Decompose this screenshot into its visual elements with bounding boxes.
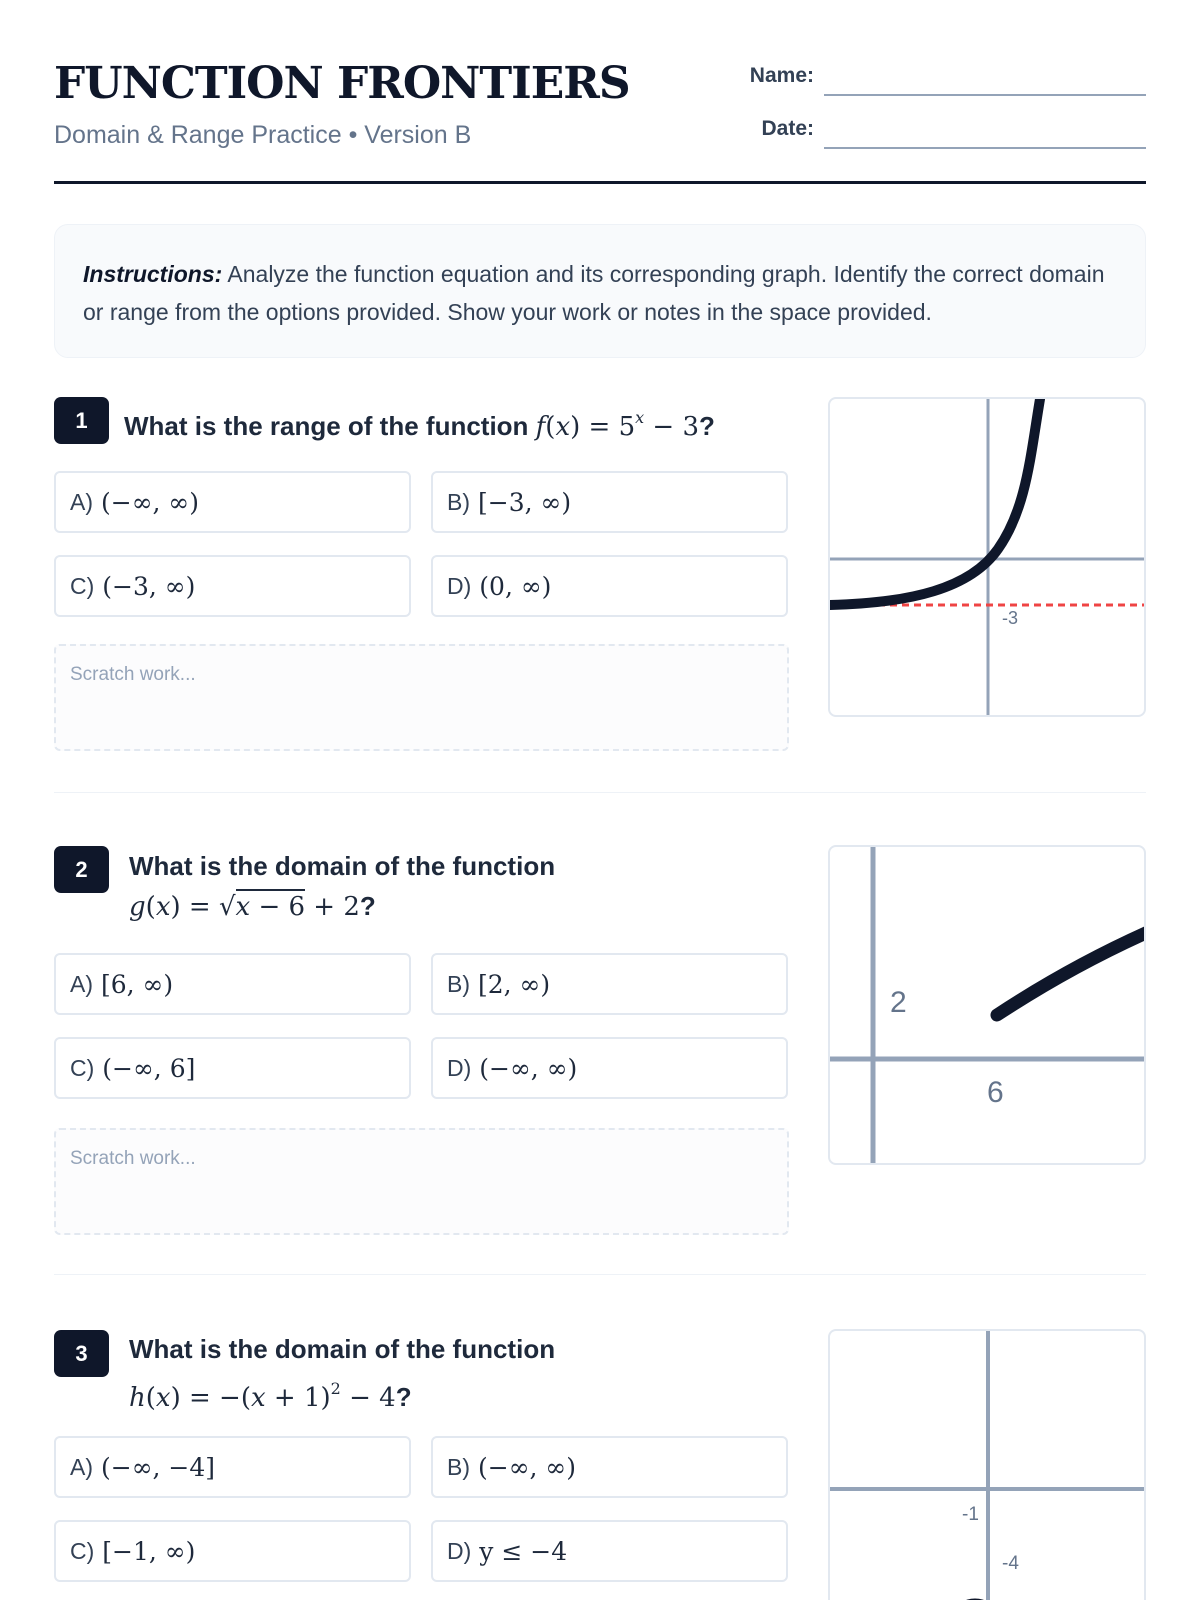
option-letter: C) bbox=[70, 572, 95, 599]
q2-option-b[interactable] bbox=[431, 953, 788, 1015]
question-1-prompt: What is the range of the function $f(x) = 5^x - 3$? bbox=[124, 408, 715, 442]
q1-option-c[interactable] bbox=[54, 555, 411, 617]
exponential-curve bbox=[830, 399, 1040, 605]
q3-option-c[interactable] bbox=[54, 1520, 411, 1582]
q3-graph bbox=[828, 1329, 1146, 1600]
q3-option-a[interactable] bbox=[54, 1436, 411, 1498]
option-value: (−∞, 6] bbox=[102, 1053, 196, 1083]
question-number-3: 3 bbox=[54, 1330, 109, 1377]
option-letter: B) bbox=[447, 488, 470, 515]
instructions-text: Analyze the function equation and its corresponding graph. Identify the correct domain or range from the options provided. Show your work or notes in the space provided. bbox=[83, 261, 1105, 325]
option-value: (−∞, ∞) bbox=[101, 487, 199, 517]
asymptote-label: -3 bbox=[1002, 608, 1019, 628]
q2-scratch-area[interactable]: Scratch work... bbox=[54, 1128, 789, 1235]
q1-scratch-area[interactable]: Scratch work... bbox=[54, 644, 789, 751]
option-value: (−∞, −4] bbox=[101, 1452, 216, 1482]
q2-option-c[interactable] bbox=[54, 1037, 411, 1099]
option-value: (−∞, ∞) bbox=[478, 1452, 576, 1482]
x-label: -1 bbox=[962, 1504, 979, 1525]
q3-option-d[interactable] bbox=[431, 1520, 788, 1582]
option-value: (−3, ∞) bbox=[102, 571, 196, 601]
q1-graph bbox=[828, 397, 1146, 717]
instructions-box bbox=[54, 224, 1146, 358]
date-field[interactable] bbox=[824, 147, 1146, 149]
option-letter: B) bbox=[447, 970, 470, 997]
option-letter: C) bbox=[70, 1537, 95, 1564]
question-3-text: What is the domain of the function bbox=[129, 1334, 556, 1364]
instructions-lead: Instructions: bbox=[83, 261, 223, 287]
q3-option-b[interactable] bbox=[431, 1436, 788, 1498]
option-letter: A) bbox=[70, 1453, 93, 1480]
option-value: y ≤ −4 bbox=[479, 1536, 568, 1566]
option-letter: D) bbox=[447, 572, 472, 599]
worksheet-header bbox=[54, 0, 1146, 184]
question-1-equation: $f(x) = 5^x - 3$ bbox=[535, 408, 700, 442]
q2-option-d[interactable] bbox=[431, 1037, 788, 1099]
y-label: -4 bbox=[1002, 1553, 1019, 1574]
name-field[interactable] bbox=[824, 94, 1146, 96]
date-label: Date: bbox=[761, 117, 814, 140]
question-number-1: 1 bbox=[54, 397, 109, 444]
section-divider bbox=[54, 1274, 1146, 1275]
question-number-2: 2 bbox=[54, 846, 109, 893]
question-2-prompt: What is the domain of the function g(x) = √x − 6 + 2? bbox=[129, 851, 556, 922]
page-subtitle: Domain & Range Practice • Version B bbox=[54, 121, 472, 149]
option-letter: D) bbox=[447, 1537, 472, 1564]
section-divider bbox=[54, 792, 1146, 793]
sqrt-curve bbox=[997, 932, 1146, 1015]
question-3-prompt: What is the domain of the function $h(x) = -(x + 1)^2 - 4$? bbox=[129, 1334, 556, 1413]
option-value: (0, ∞) bbox=[479, 571, 552, 601]
option-value: [−3, ∞) bbox=[478, 487, 572, 517]
option-letter: A) bbox=[70, 970, 93, 997]
y-label: 2 bbox=[890, 986, 907, 1019]
option-letter: C) bbox=[70, 1054, 95, 1081]
question-3-equation: $h(x) = -(x + 1)^2 - 4$ bbox=[129, 1379, 396, 1413]
q1-option-d[interactable] bbox=[431, 555, 788, 617]
option-letter: D) bbox=[447, 1054, 472, 1081]
x-label: 6 bbox=[987, 1076, 1004, 1109]
q1-option-a[interactable] bbox=[54, 471, 411, 533]
option-letter: B) bbox=[447, 1453, 470, 1480]
page-title: FUNCTION FRONTIERS bbox=[54, 58, 630, 109]
question-2-text: What is the domain of the function bbox=[129, 851, 556, 881]
question-2-equation: g(x) = √x − 6 + 2 bbox=[129, 889, 360, 922]
question-1-text: What is the range of the function bbox=[124, 411, 529, 441]
q2-option-a[interactable] bbox=[54, 953, 411, 1015]
option-letter: A) bbox=[70, 488, 93, 515]
name-label: Name: bbox=[749, 64, 814, 87]
option-value: [6, ∞) bbox=[101, 969, 174, 999]
q2-graph bbox=[828, 845, 1146, 1165]
option-value: [2, ∞) bbox=[478, 969, 551, 999]
q1-option-b[interactable] bbox=[431, 471, 788, 533]
option-value: (−∞, ∞) bbox=[479, 1053, 578, 1083]
option-value: [−1, ∞) bbox=[102, 1536, 196, 1566]
